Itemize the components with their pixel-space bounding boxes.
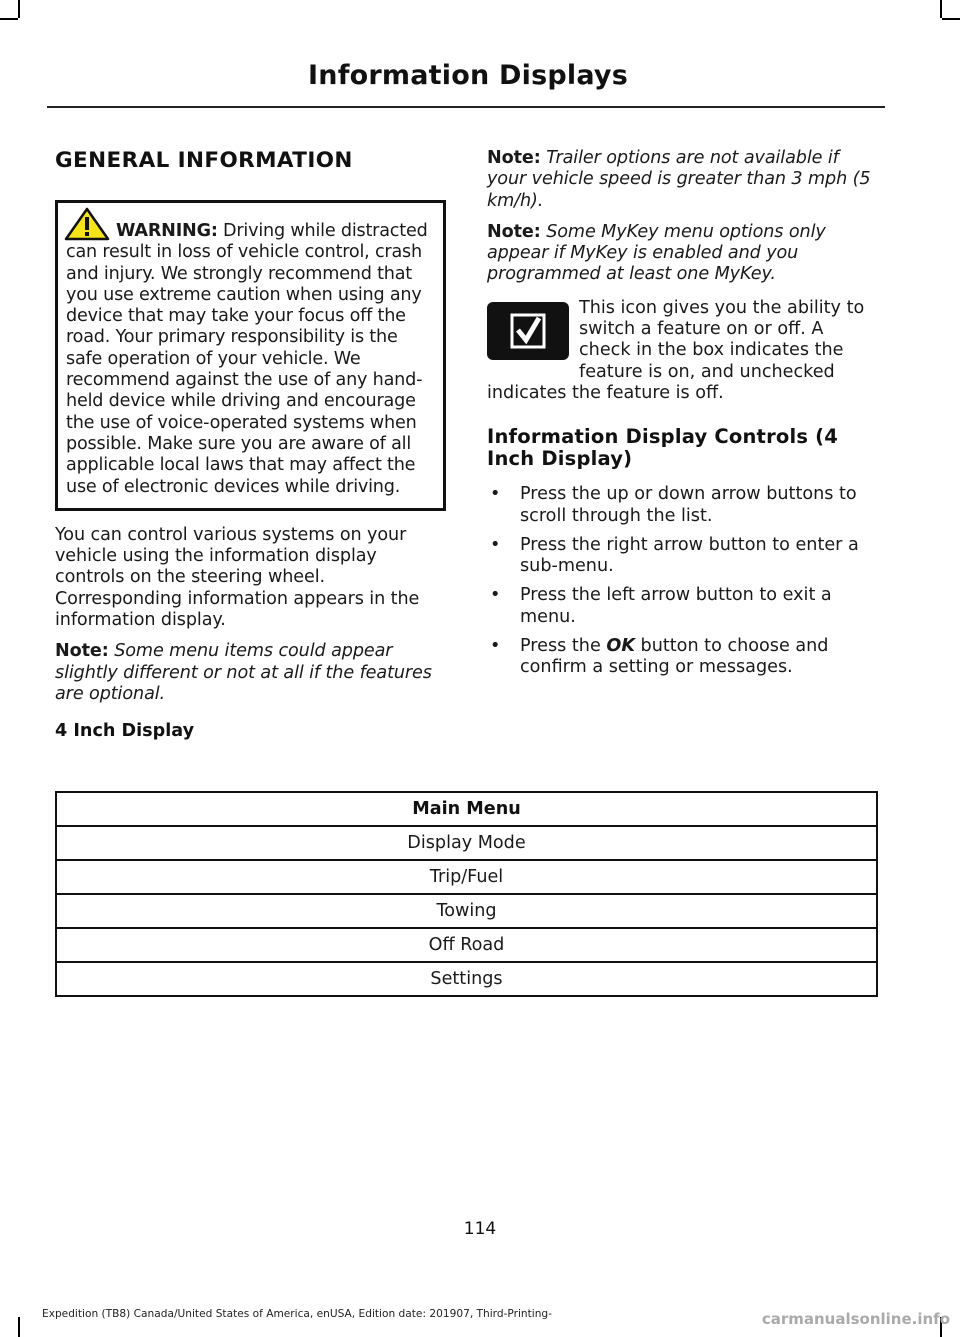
table-cell: Trip/Fuel <box>56 860 877 894</box>
crop-mark <box>18 0 20 18</box>
note-trailer <box>487 148 880 212</box>
left-column <box>55 148 446 705</box>
checkbox-icon-description <box>487 298 880 404</box>
table-caption: 4 Inch Display <box>55 721 195 741</box>
table-row <box>56 928 877 962</box>
subheading: Information Display Controls (4 Inch Display) <box>487 425 839 471</box>
main-menu-table <box>55 791 878 997</box>
controls-list <box>487 484 880 678</box>
crop-mark <box>942 18 960 20</box>
list-item <box>487 535 880 578</box>
icon-description-text: This icon gives you the ability to switch a feature on or off. A check in the box indicates the feature is on, and unchecked indicates the feature is off. <box>487 297 865 403</box>
warning-box <box>55 200 446 511</box>
table-row <box>56 894 877 928</box>
list-item-text: Press the <box>520 636 607 657</box>
warning-triangle-icon <box>64 207 110 241</box>
note-label: Note: <box>487 148 541 168</box>
note-text: Some menu items could appear slightly different or not at all if the features are optional. <box>55 641 432 704</box>
crop-mark <box>0 18 18 20</box>
bullet: • <box>490 534 501 555</box>
header-divider <box>47 106 885 108</box>
list-item-text: Press the left arrow button to exit a menu. <box>520 585 832 627</box>
intro-paragraph: You can control various systems on your vehicle using the information display controls on the steering wheel. Corresponding information appears in the information display. <box>55 524 420 631</box>
list-item <box>487 484 880 527</box>
table-row <box>56 826 877 860</box>
list-item <box>487 585 880 628</box>
list-item-text: Press the right arrow button to enter a sub-menu. <box>520 534 859 577</box>
table-cell: Off Road <box>56 928 877 962</box>
footer-text: Expedition (TB8) Canada/United States of America, enUSA, Edition date: 201907, Third-Printing- <box>42 1308 552 1320</box>
bullet: • <box>490 484 501 505</box>
page-title: Information Displays <box>308 60 628 91</box>
list-item-text: button to choose and confirm a setting or messages. <box>520 636 829 678</box>
warning-label: WARNING: <box>116 221 218 241</box>
table-cell: Settings <box>56 962 877 996</box>
table-header: Main Menu <box>56 792 877 826</box>
table-row <box>56 962 877 996</box>
note-optional-features <box>55 641 446 705</box>
note-label: Note: <box>487 221 541 242</box>
note-text: Trailer options are not available if your vehicle speed is greater than 3 mph (5 km/h). <box>487 148 871 211</box>
note-mykey <box>487 222 880 286</box>
table-cell: Towing <box>56 894 877 928</box>
checkbox-checked-icon <box>487 302 569 360</box>
warning-text: Driving while distracted can result in loss of vehicle control, crash and injury. We strongly recommend that you use extreme caution when using any device that may take your focus off the road. Your primary responsibility is the safe operation of your vehicle. We recommend against the use of any hand-held device while driving and encourage the use of voice-operated systems when possible. Make sure you are aware of all applicable local laws that may affect the use of electronic devices while driving. <box>66 221 428 497</box>
crop-mark <box>940 0 942 18</box>
bullet: • <box>490 585 501 606</box>
bullet: • <box>490 636 501 657</box>
table-cell: Display Mode <box>56 826 877 860</box>
note-text: Some MyKey menu options only appear if MyKey is enabled and you programmed at least one MyKey. <box>487 221 826 285</box>
list-item <box>487 636 880 679</box>
crop-mark <box>18 1317 20 1337</box>
note-label: Note: <box>55 641 109 662</box>
section-title: GENERAL INFORMATION <box>55 148 353 173</box>
right-column <box>487 148 880 687</box>
list-item-text: Press the up or down arrow buttons to scroll through the list. <box>520 484 857 526</box>
ok-button-label: OK <box>606 636 635 657</box>
watermark: carmanualsonline.info <box>761 1310 950 1328</box>
table-row <box>56 860 877 894</box>
page-number: 114 <box>463 1219 497 1239</box>
